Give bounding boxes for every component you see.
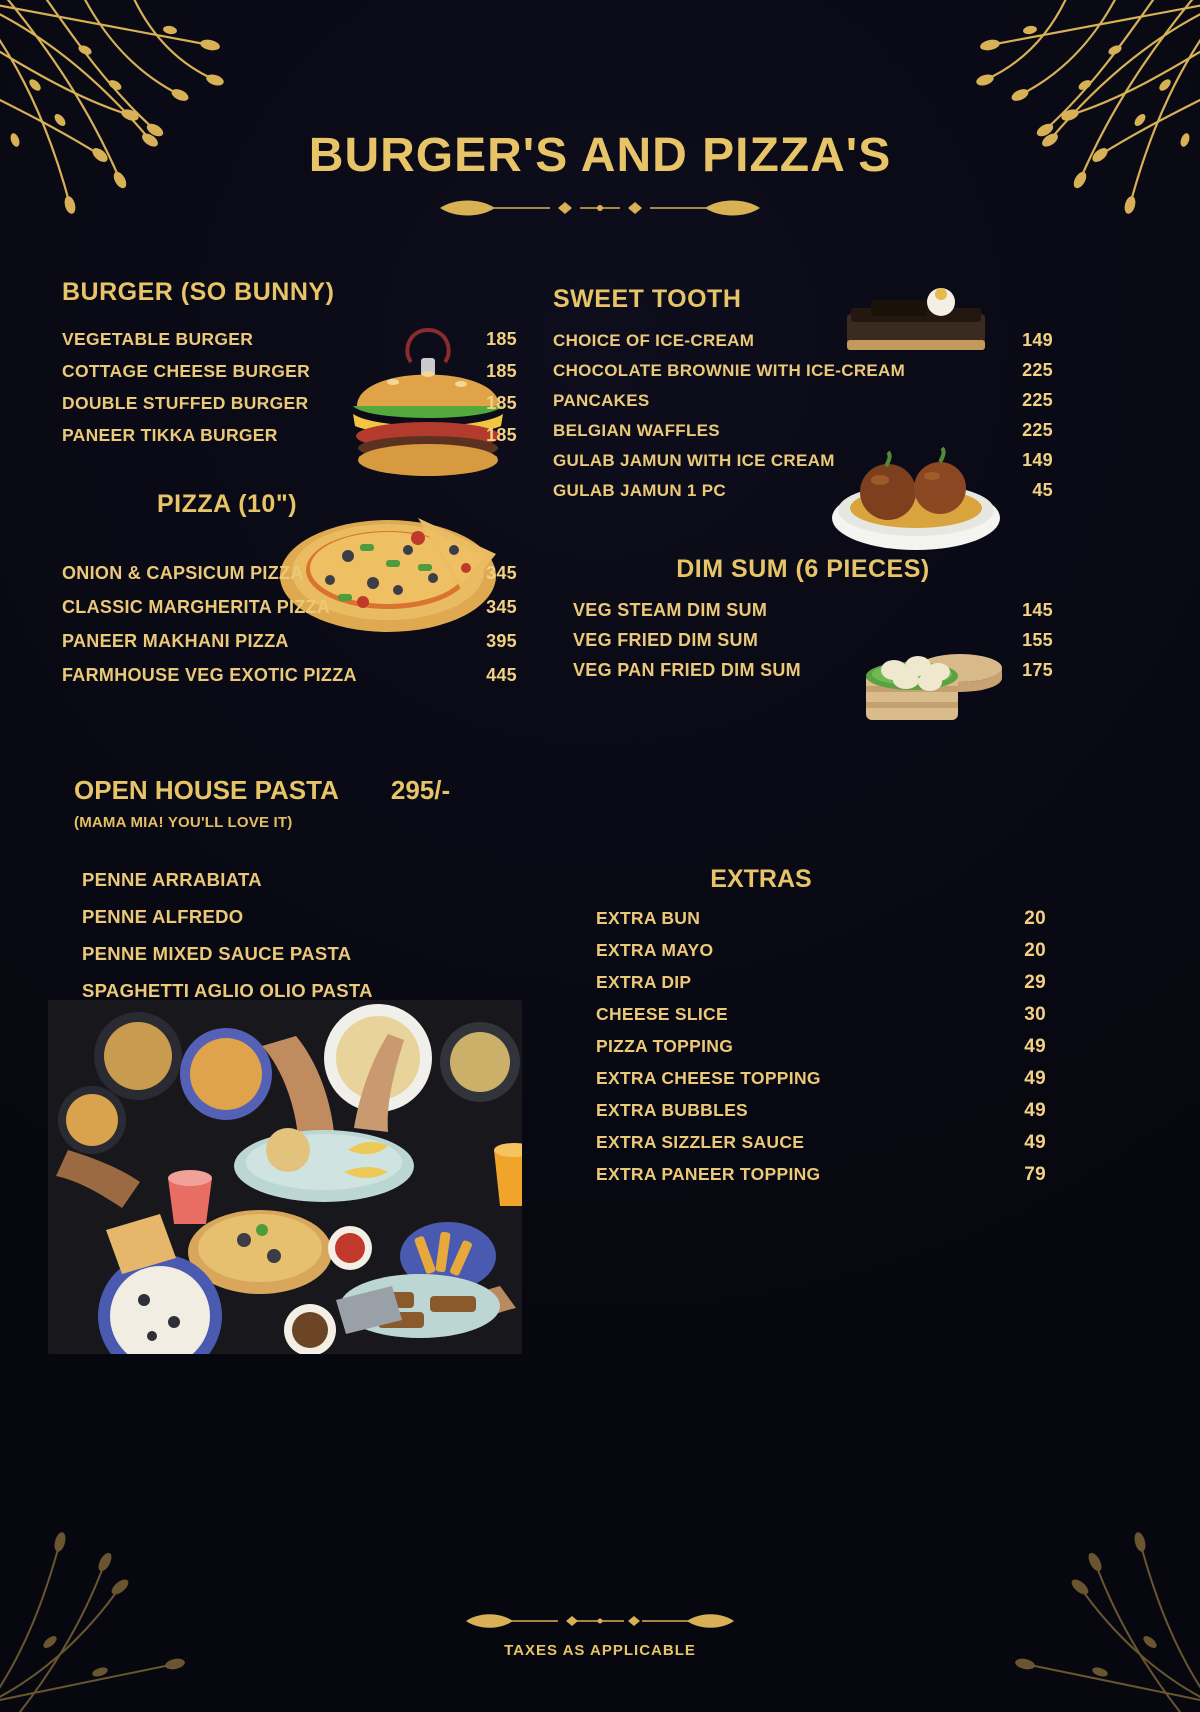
item-name: CHEESE SLICE [596,1004,728,1024]
item-name: CHOICE OF ICE-CREAM [553,331,755,350]
item-price: 175 [1022,660,1053,680]
item-price: 30 [1024,1004,1046,1025]
menu-item [62,361,517,382]
menu-item [596,1164,1046,1186]
menu-item [553,450,1053,471]
menu-item [596,1068,1046,1090]
menu-item [553,480,1053,501]
page-title: BURGER'S AND PIZZA'S [308,129,892,182]
section-heading-sweet-tooth: SWEET TOOTH [553,285,742,313]
left-column [62,278,532,699]
item-price: 185 [486,329,517,349]
item-price: 29 [1024,972,1046,993]
item-price: 49 [1024,1100,1046,1121]
menu-item [553,420,1053,441]
menu-item [62,597,517,618]
item-price: 225 [1022,390,1053,410]
menu-item [596,1132,1046,1154]
item-name: VEG STEAM DIM SUM [573,600,768,620]
item-name: VEGETABLE BURGER [62,329,254,349]
section-heading-burger: BURGER (SO BUNNY) [62,278,335,306]
item-price: 345 [486,563,517,583]
item-name: EXTRA BUN [596,908,701,928]
menu-item [553,390,1053,411]
section-heading-extras: EXTRAS [710,865,812,893]
extras-section [596,865,1046,1196]
item-name: PANEER TIKKA BURGER [62,425,278,445]
item-name: BELGIAN WAFFLES [553,421,720,440]
menu-item [62,665,517,686]
menu-item [553,600,1053,621]
menu-item [553,660,1053,681]
right-column [553,285,1053,690]
menu-item [62,563,517,584]
item-name: ONION & CAPSICUM PIZZA [62,563,304,583]
footer-note: TAXES AS APPLICABLE [504,1642,696,1659]
footer-divider [0,1610,1200,1632]
item-price: 185 [486,361,517,381]
section-heading-dim-sum: DIM SUM (6 PIECES) [676,555,930,583]
pasta-price: 295/- [390,775,451,805]
dim-sum-items [553,600,1053,681]
item-name: PIZZA TOPPING [596,1036,734,1056]
section-heading-pizza: PIZZA (10") [156,490,298,518]
item-name: PANCAKES [553,391,650,410]
item-name: VEG FRIED DIM SUM [573,630,759,650]
menu-item [553,630,1053,651]
item-price: 149 [1022,330,1053,350]
item-price: 185 [486,425,517,445]
pasta-section [74,775,544,1017]
burger-items [62,329,517,446]
menu-item [553,330,1053,351]
item-price: 20 [1024,940,1046,961]
menu-item [596,1036,1046,1058]
item-price: 225 [1022,360,1053,380]
item-price: 395 [486,631,517,651]
section-heading-pasta-row [74,775,544,806]
item-price: 445 [486,665,517,685]
item-price: 149 [1022,450,1053,470]
menu-item [596,972,1046,994]
footer [0,1610,1200,1659]
item-price: 145 [1022,600,1053,620]
item-name: PENNE ARRABIATA [82,869,262,890]
menu-item [553,360,1053,381]
menu-item [62,631,517,652]
item-price: 49 [1024,1036,1046,1057]
item-price: 45 [1032,480,1053,500]
item-name: CHOCOLATE BROWNIE WITH ICE-CREAM [553,361,906,380]
item-price: 49 [1024,1068,1046,1089]
item-name: EXTRA DIP [596,972,692,992]
section-heading-pasta: OPEN HOUSE PASTA [74,775,339,805]
extras-items [596,908,1046,1186]
menu-item [62,329,517,350]
item-price: 49 [1024,1132,1046,1153]
menu-item [62,425,517,446]
item-name: VEG PAN FRIED DIM SUM [573,660,801,680]
item-price: 185 [486,393,517,413]
pasta-subtitle: (MAMA MIA! YOU'LL LOVE IT) [74,814,293,831]
item-name: COTTAGE CHEESE BURGER [62,361,311,381]
item-name: EXTRA MAYO [596,940,714,960]
item-name: PANEER MAKHANI PIZZA [62,631,289,651]
item-price: 345 [486,597,517,617]
title-divider [0,195,1200,221]
menu-item [596,1004,1046,1026]
sweet-tooth-items [553,330,1053,501]
item-name: EXTRA SIZZLER SAUCE [596,1132,805,1152]
menu-item [596,1100,1046,1122]
food-spread-photo [48,1000,522,1354]
item-price: 155 [1022,630,1053,650]
menu-item [596,940,1046,962]
item-name: FARMHOUSE VEG EXOTIC PIZZA [62,665,357,685]
item-name: EXTRA CHEESE TOPPING [596,1068,821,1088]
item-name: GULAB JAMUN WITH ICE CREAM [553,451,835,470]
item-price: 79 [1024,1164,1046,1185]
item-price: 20 [1024,908,1046,929]
item-price: 225 [1022,420,1053,440]
item-name: GULAB JAMUN 1 PC [553,481,726,500]
item-name: PENNE ALFREDO [82,906,244,927]
pasta-items [74,869,544,1002]
item-name: EXTRA BUBBLES [596,1100,749,1120]
item-name: DOUBLE STUFFED BURGER [62,393,309,413]
item-name: CLASSIC MARGHERITA PIZZA [62,597,331,617]
menu-item [596,908,1046,930]
pizza-items [62,563,517,686]
menu-item [62,393,517,414]
item-name: EXTRA PANEER TOPPING [596,1164,821,1184]
item-name: SPAGHETTI AGLIO OLIO PASTA [82,980,373,1001]
item-name: PENNE MIXED SAUCE PASTA [82,943,352,964]
